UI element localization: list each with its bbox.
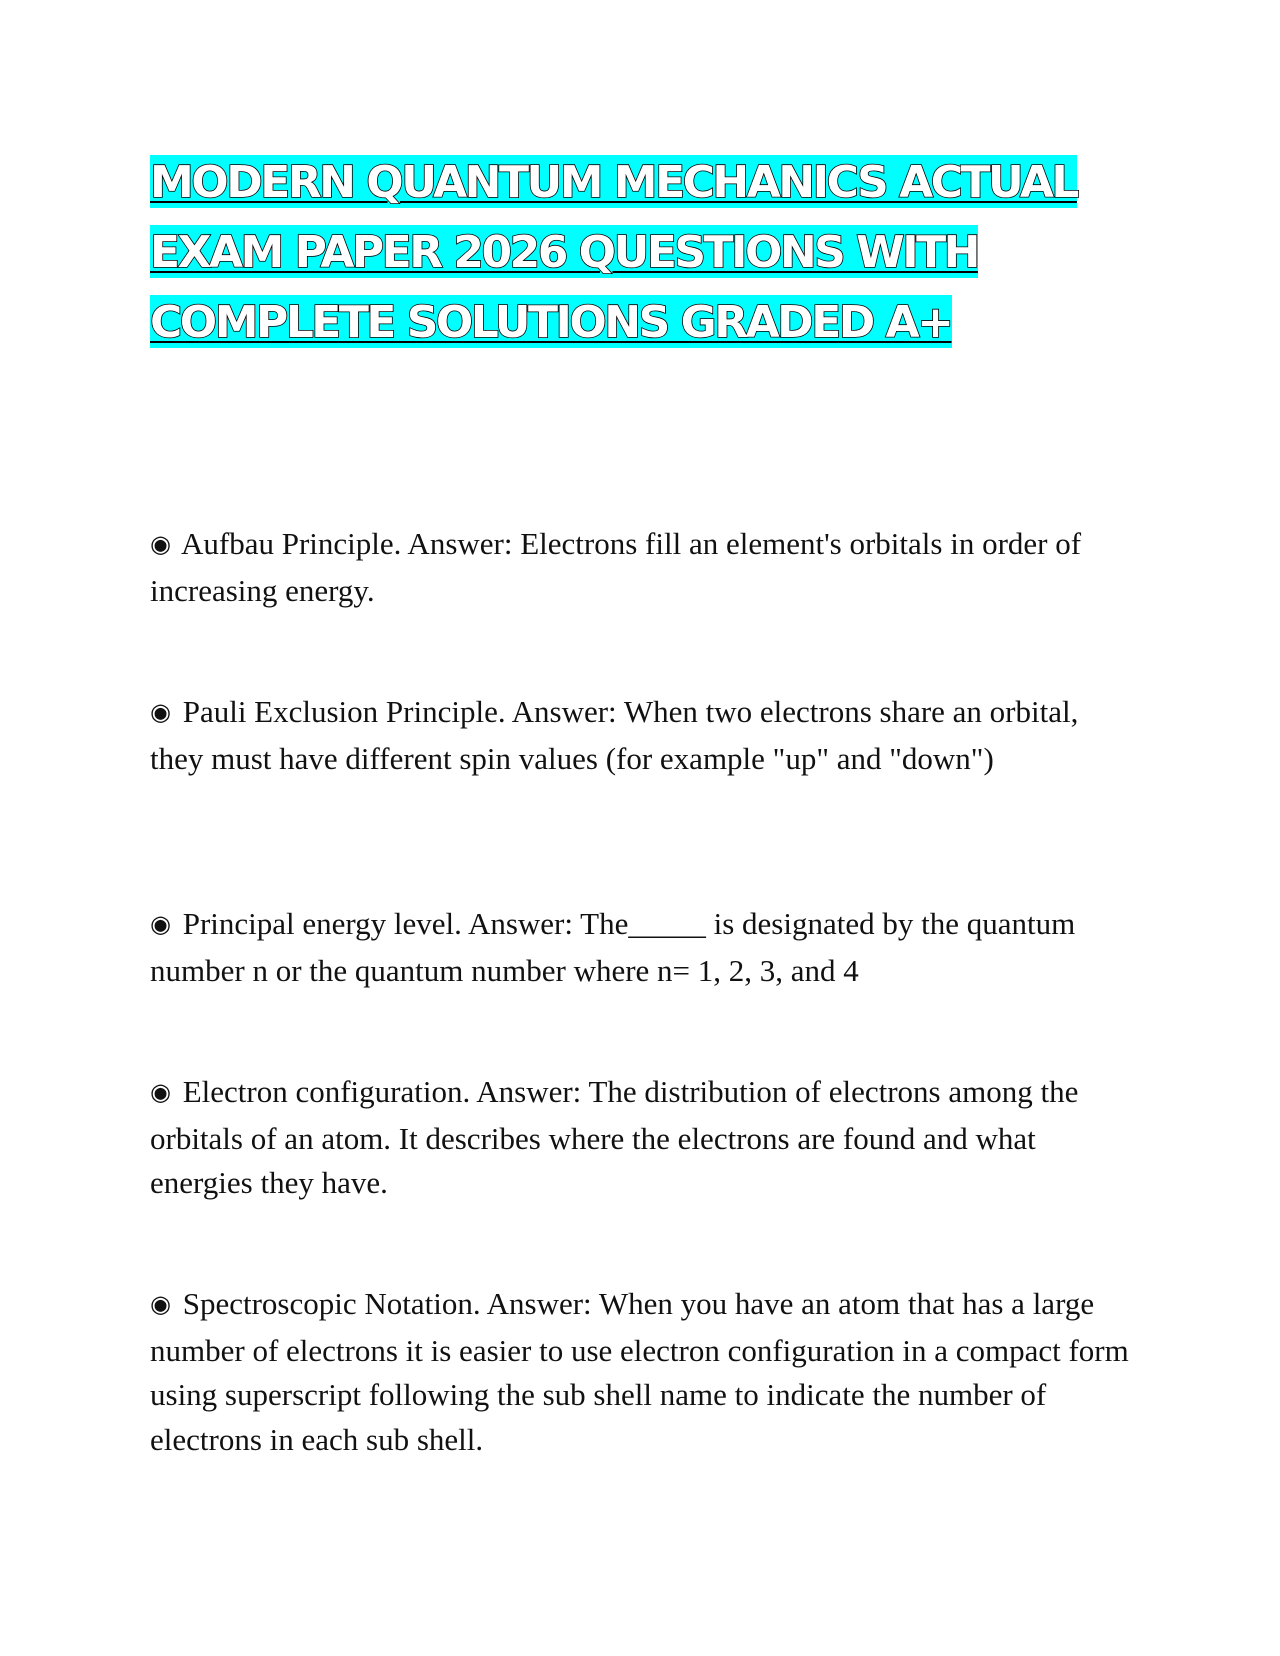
title-line bbox=[150, 288, 1130, 358]
document-title bbox=[150, 148, 1130, 358]
radio-bullet-icon: ◉ bbox=[150, 910, 171, 938]
qa-text: Aufbau Principle. Answer: Electrons fill an element's orbitals in order of increasing energy. bbox=[150, 526, 1082, 608]
radio-bullet-icon: ◉ bbox=[150, 698, 171, 726]
qa-text: Electron configuration. Answer: The distribution of electrons among the orbitals of an atom. It describes where the electrons are found and what energies they have. bbox=[150, 1074, 1079, 1200]
qa-item bbox=[150, 690, 1130, 781]
qa-text: Spectroscopic Notation. Answer: When you have an atom that has a large number of electrons it is easier to use electron configuration in a compact form using superscript following the sub shell name to indicate the number of electrons in each sub shell. bbox=[150, 1286, 1129, 1457]
title-line-text: COMPLETE SOLUTIONS GRADED A+ bbox=[150, 297, 952, 348]
qa-item bbox=[150, 1282, 1130, 1462]
qa-item bbox=[150, 902, 1130, 993]
qa-item bbox=[150, 522, 1130, 613]
title-line bbox=[150, 218, 1130, 288]
title-line-text: EXAM PAPER 2026 QUESTIONS WITH bbox=[150, 227, 978, 278]
title-line-text: MODERN QUANTUM MECHANICS ACTUAL bbox=[150, 157, 1077, 208]
radio-bullet-icon: ◉ bbox=[150, 530, 171, 558]
radio-bullet-icon: ◉ bbox=[150, 1290, 171, 1318]
qa-text: Pauli Exclusion Principle. Answer: When two electrons share an orbital, they must have different spin values (for example "up" and "down") bbox=[150, 694, 1079, 776]
qa-text: Principal energy level. Answer: The_____ is designated by the quantum number n or the quantum number where n= 1, 2, 3, and 4 bbox=[150, 906, 1076, 988]
title-line bbox=[150, 148, 1130, 218]
radio-bullet-icon: ◉ bbox=[150, 1078, 171, 1106]
qa-item bbox=[150, 1070, 1130, 1206]
